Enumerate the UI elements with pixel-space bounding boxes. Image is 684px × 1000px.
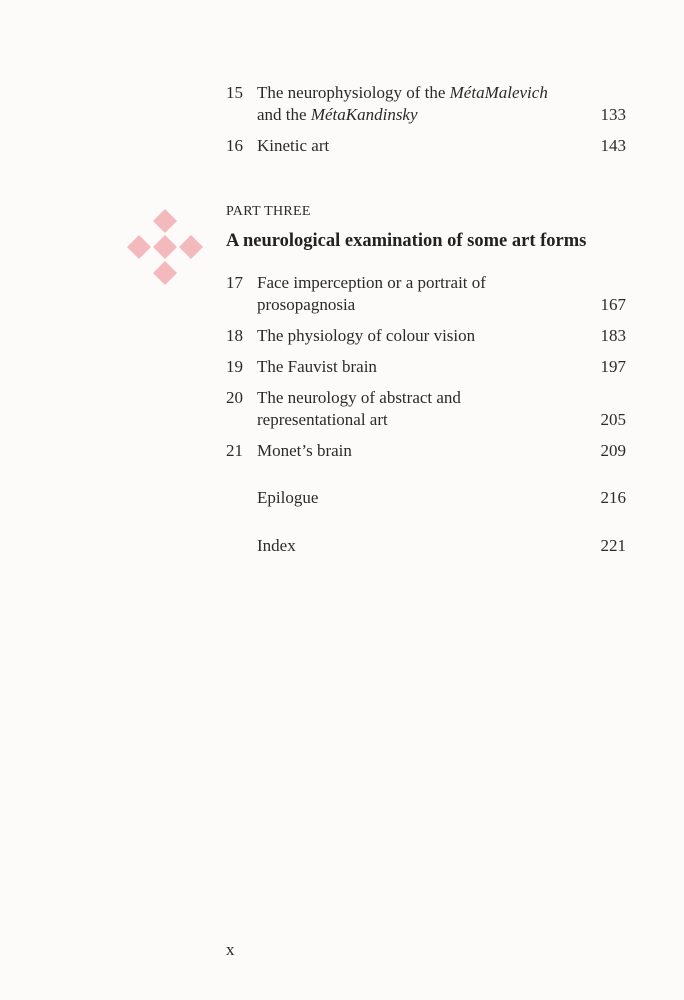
chapter-title: The physiology of colour vision: [257, 326, 476, 345]
chapter-number: 19: [226, 357, 243, 376]
page-number: 167: [600, 295, 626, 314]
chapter-number: 20: [226, 388, 243, 407]
chapter-number: 15: [226, 83, 243, 102]
toc-entry: [226, 135, 626, 157]
toc-entry-index: [226, 535, 626, 557]
chapter-title: Face imperception or a portrait of prosopagnosia: [257, 273, 486, 314]
toc-entry: [226, 272, 626, 316]
page-number: 216: [600, 488, 626, 507]
page-number: 143: [600, 136, 626, 155]
diamond-ornament-icon: [127, 209, 203, 285]
page-number: 183: [600, 326, 626, 345]
toc-entry: [226, 356, 626, 378]
toc-entry: [226, 387, 626, 431]
chapter-title: The Fauvist brain: [257, 357, 377, 376]
part-label: PART THREE: [226, 204, 311, 219]
chapter-number: 21: [226, 441, 243, 460]
page-number: 133: [600, 105, 626, 124]
section-title: Index: [257, 536, 296, 555]
chapter-number: 17: [226, 273, 243, 292]
toc-entry: [226, 82, 626, 126]
toc-entry: [226, 440, 626, 462]
toc-entry-epilogue: [226, 487, 626, 509]
page-number: 197: [600, 357, 626, 376]
chapter-title: The neurophysiology of the MétaMalevich and the MétaKandinsky: [257, 83, 548, 124]
chapter-title: Monet’s brain: [257, 441, 352, 460]
chapter-title: The neurology of abstract and representational art: [257, 388, 461, 429]
chapter-number: 18: [226, 326, 243, 345]
chapter-title: Kinetic art: [257, 136, 330, 155]
chapter-number: 16: [226, 136, 243, 155]
section-title: Epilogue: [257, 488, 319, 507]
part-title: A neurological examination of some art forms: [226, 231, 587, 251]
page-number: 209: [600, 441, 626, 460]
folio-page-number: x: [226, 940, 235, 959]
page-number: 205: [600, 410, 626, 429]
toc-entry: [226, 325, 626, 347]
page-number: 221: [600, 536, 626, 555]
